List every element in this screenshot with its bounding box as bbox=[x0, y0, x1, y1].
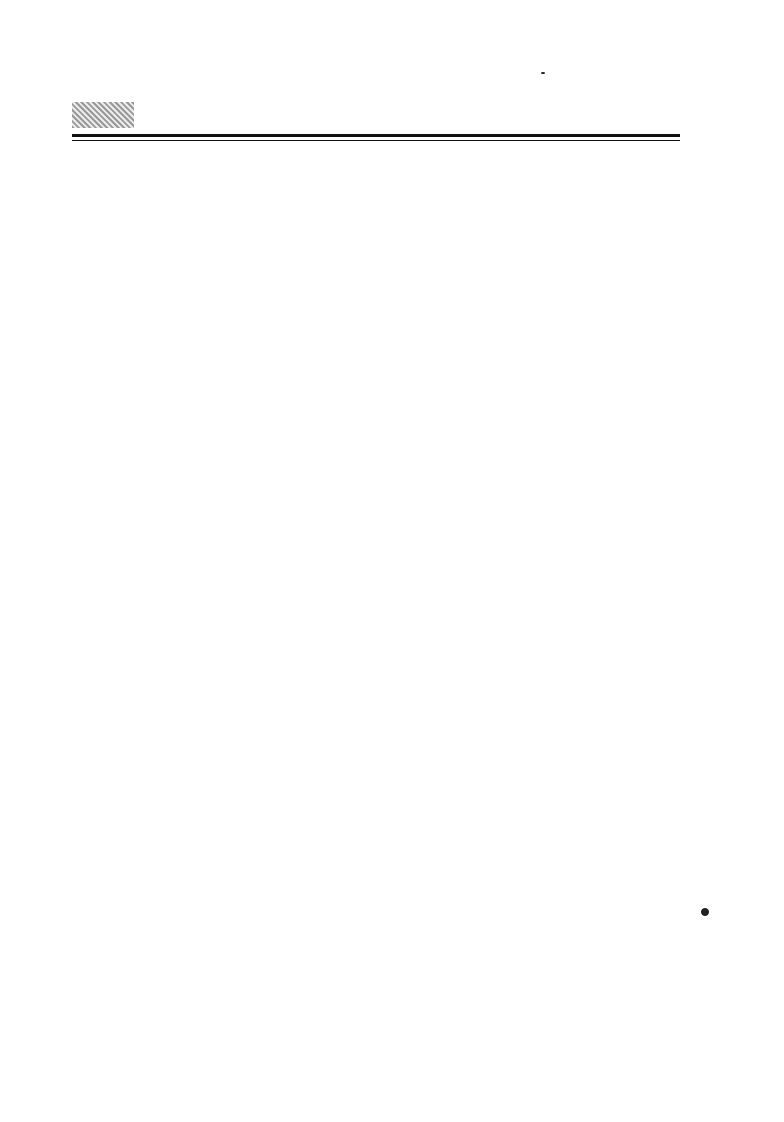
scan-speck bbox=[541, 72, 545, 74]
header-rule-thin bbox=[72, 140, 680, 141]
header-rule-thick bbox=[72, 134, 680, 137]
book-logo-icon bbox=[72, 102, 134, 128]
scan-speck bbox=[701, 908, 709, 916]
page-header bbox=[72, 98, 678, 138]
